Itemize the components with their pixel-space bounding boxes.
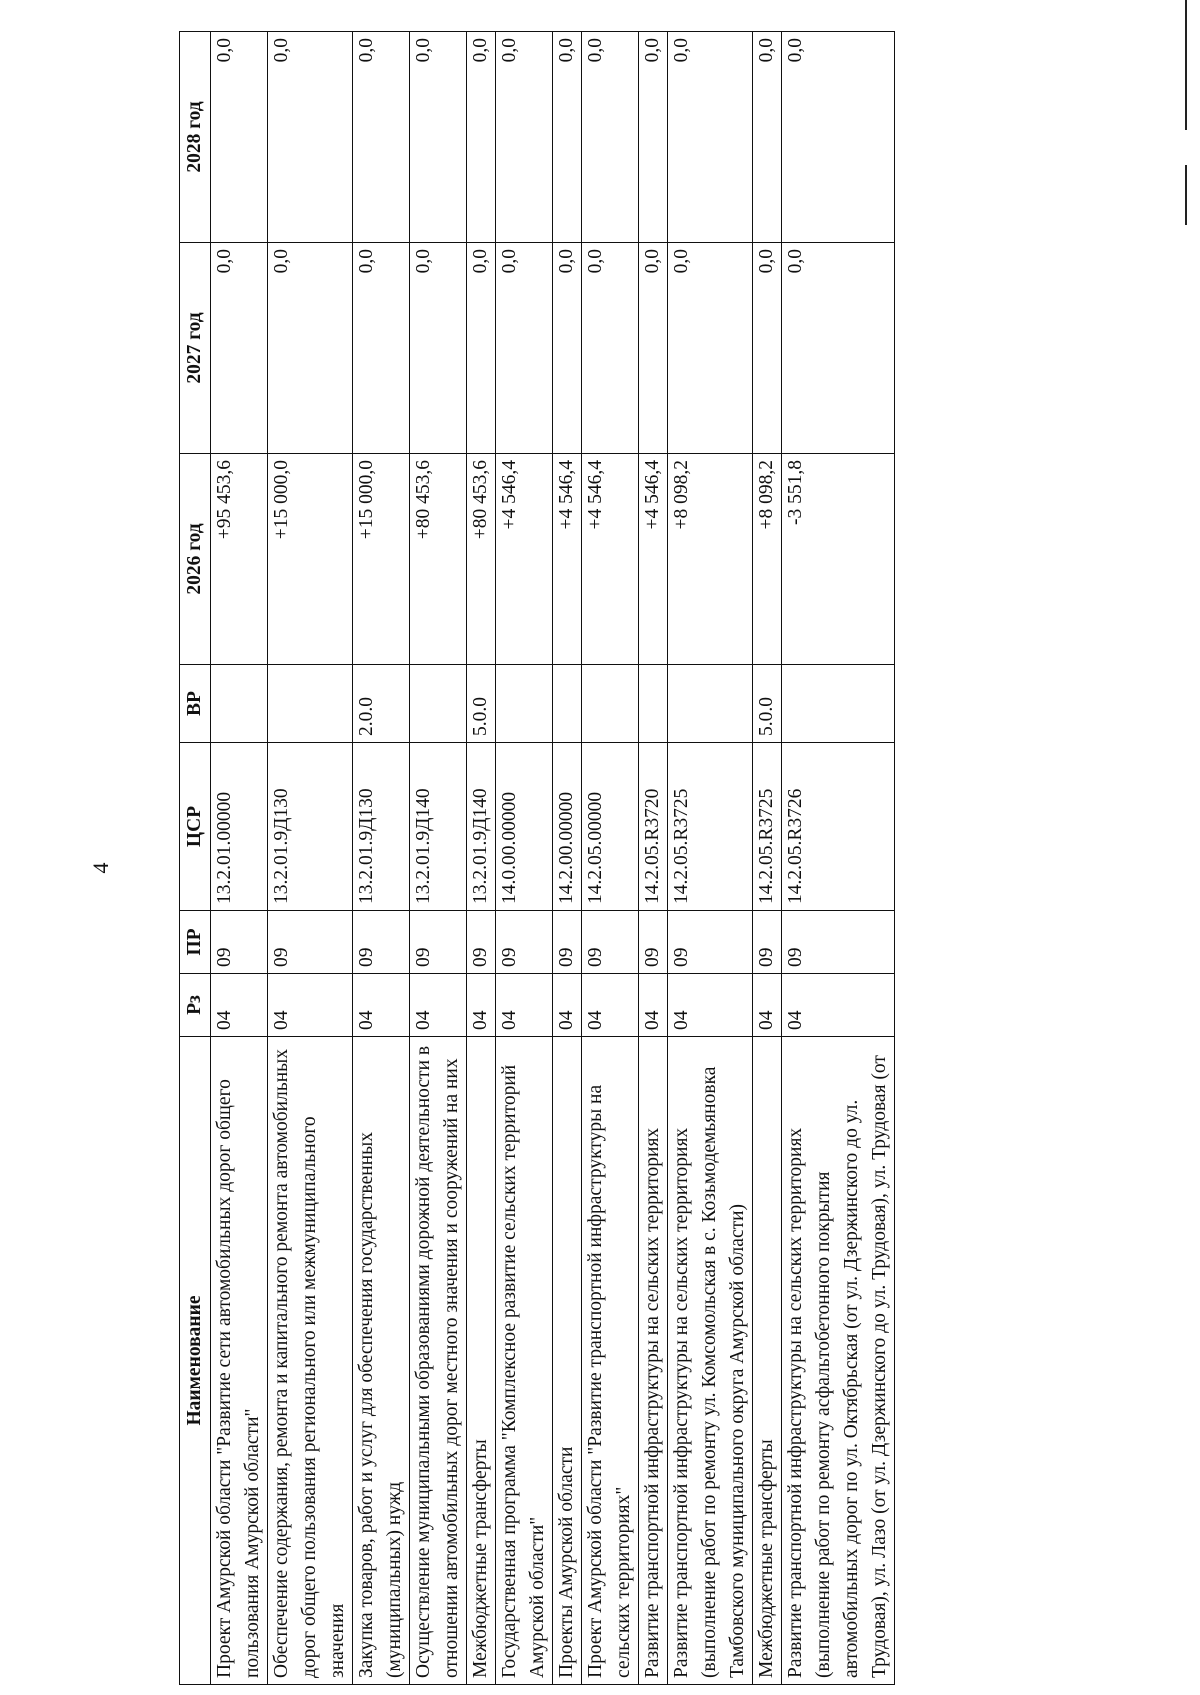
cell-2027: 0,0 — [268, 243, 353, 454]
cell-rz: 04 — [553, 974, 582, 1037]
cell-csr: 14.2.05.00000 — [582, 743, 639, 911]
cell-2027: 0,0 — [582, 243, 639, 454]
cell-2028: 0,0 — [496, 32, 553, 243]
cell-2028: 0,0 — [268, 32, 353, 243]
header-2026: 2026 год — [180, 454, 211, 665]
cell-2026: +4 546,4 — [553, 454, 582, 665]
table-row — [496, 32, 553, 1685]
cell-2027: 0,0 — [753, 243, 782, 454]
cell-pr: 09 — [268, 911, 353, 974]
cell-2027: 0,0 — [467, 243, 496, 454]
cell-2028: 0,0 — [582, 32, 639, 243]
table-row — [553, 32, 582, 1685]
cell-pr: 09 — [782, 911, 895, 974]
cell-name: Развитие транспортной инфраструктуры на сельских территориях (выполнение работ по ремонту асфальтобетонного покрытия автомобильных дорог по ул. Октябрьская (от ул. Дзержинского до ул. Трудовая), ул. Лазо (от ул. Дзержинского до ул. Трудовая), ул. Трудовая (от — [782, 1037, 895, 1685]
cell-name: Осуществление муниципальными образованиями дорожной деятельности в отношении автомобильных дорог местного значения и сооружений на них — [410, 1037, 467, 1685]
cell-csr: 13.2.01.9Д130 — [353, 743, 410, 911]
cell-pr: 09 — [496, 911, 553, 974]
cell-2028: 0,0 — [782, 32, 895, 243]
table-row — [211, 32, 268, 1685]
cell-vr — [268, 665, 353, 743]
cell-vr — [553, 665, 582, 743]
table-row — [639, 32, 668, 1685]
cell-vr — [410, 665, 467, 743]
cell-csr: 13.2.01.00000 — [211, 743, 268, 911]
cell-pr: 09 — [467, 911, 496, 974]
cell-vr — [668, 665, 753, 743]
table-row — [782, 32, 895, 1685]
scan-edge-line — [1185, 165, 1187, 225]
cell-vr — [639, 665, 668, 743]
cell-pr: 09 — [582, 911, 639, 974]
table-row — [753, 32, 782, 1685]
cell-2028: 0,0 — [353, 32, 410, 243]
cell-csr: 14.0.00.00000 — [496, 743, 553, 911]
budget-table — [179, 31, 895, 1685]
cell-rz: 04 — [496, 974, 553, 1037]
cell-rz: 04 — [410, 974, 467, 1037]
cell-rz: 04 — [467, 974, 496, 1037]
cell-csr: 13.2.01.9Д130 — [268, 743, 353, 911]
scan-edge-line — [1185, 0, 1187, 130]
cell-2027: 0,0 — [668, 243, 753, 454]
cell-2026: +80 453,6 — [410, 454, 467, 665]
cell-rz: 04 — [668, 974, 753, 1037]
cell-csr: 14.2.05.R3720 — [639, 743, 668, 911]
cell-2026: +15 000,0 — [268, 454, 353, 665]
table-row — [668, 32, 753, 1685]
cell-name: Межбюджетные трансферты — [467, 1037, 496, 1685]
cell-csr: 14.2.00.00000 — [553, 743, 582, 911]
cell-vr — [211, 665, 268, 743]
cell-2026: +4 546,4 — [639, 454, 668, 665]
cell-2026: +80 453,6 — [467, 454, 496, 665]
cell-2027: 0,0 — [211, 243, 268, 454]
header-2027: 2027 год — [180, 243, 211, 454]
cell-pr: 09 — [639, 911, 668, 974]
cell-2026: +4 546,4 — [582, 454, 639, 665]
cell-2027: 0,0 — [553, 243, 582, 454]
cell-rz: 04 — [582, 974, 639, 1037]
cell-vr — [782, 665, 895, 743]
cell-vr: 5.0.0 — [467, 665, 496, 743]
cell-name: Закупка товаров, работ и услуг для обеспечения государственных (муниципальных) нужд — [353, 1037, 410, 1685]
header-pr: ПР — [180, 911, 211, 974]
cell-2026: -3 551,8 — [782, 454, 895, 665]
cell-pr: 09 — [410, 911, 467, 974]
cell-2026: +15 000,0 — [353, 454, 410, 665]
table-row — [410, 32, 467, 1685]
cell-pr: 09 — [553, 911, 582, 974]
cell-vr: 5.0.0 — [753, 665, 782, 743]
page-number: 4 — [88, 862, 113, 874]
cell-name: Развитие транспортной инфраструктуры на сельских территориях — [639, 1037, 668, 1685]
cell-name: Развитие транспортной инфраструктуры на сельских территориях (выполнение работ по ремонту ул. Комсомольская в с. Козьмодемьяновка Тамбовского муниципального округа Амурской области) — [668, 1037, 753, 1685]
cell-2026: +4 546,4 — [496, 454, 553, 665]
table-row — [467, 32, 496, 1685]
cell-pr: 09 — [753, 911, 782, 974]
cell-2028: 0,0 — [639, 32, 668, 243]
cell-2028: 0,0 — [553, 32, 582, 243]
cell-2026: +95 453,6 — [211, 454, 268, 665]
cell-2028: 0,0 — [668, 32, 753, 243]
cell-pr: 09 — [211, 911, 268, 974]
table-row — [268, 32, 353, 1685]
cell-csr: 13.2.01.9Д140 — [467, 743, 496, 911]
cell-2027: 0,0 — [496, 243, 553, 454]
cell-pr: 09 — [668, 911, 753, 974]
header-csr: ЦСР — [180, 743, 211, 911]
header-name: Наименование — [180, 1037, 211, 1685]
cell-name: Проект Амурской области "Развитие сети автомобильных дорог общего пользования Амурской области" — [211, 1037, 268, 1685]
cell-name: Проект Амурской области "Развитие транспортной инфраструктуры на сельских территориях" — [582, 1037, 639, 1685]
cell-pr: 09 — [353, 911, 410, 974]
cell-name: Межбюджетные трансферты — [753, 1037, 782, 1685]
table-header-row — [180, 32, 211, 1685]
cell-2026: +8 098,2 — [753, 454, 782, 665]
cell-2028: 0,0 — [410, 32, 467, 243]
cell-2027: 0,0 — [410, 243, 467, 454]
header-vr: ВР — [180, 665, 211, 743]
cell-vr — [496, 665, 553, 743]
header-rz: Рз — [180, 974, 211, 1037]
cell-2027: 0,0 — [353, 243, 410, 454]
cell-rz: 04 — [782, 974, 895, 1037]
cell-name: Проекты Амурской области — [553, 1037, 582, 1685]
cell-2028: 0,0 — [211, 32, 268, 243]
cell-rz: 04 — [639, 974, 668, 1037]
cell-2027: 0,0 — [782, 243, 895, 454]
table-row — [353, 32, 410, 1685]
cell-csr: 13.2.01.9Д140 — [410, 743, 467, 911]
cell-2027: 0,0 — [639, 243, 668, 454]
header-2028: 2028 год — [180, 32, 211, 243]
table-row — [582, 32, 639, 1685]
cell-2028: 0,0 — [753, 32, 782, 243]
cell-csr: 14.2.05.R3725 — [753, 743, 782, 911]
cell-vr — [582, 665, 639, 743]
rotated-table-wrapper — [179, 31, 895, 1685]
cell-rz: 04 — [211, 974, 268, 1037]
cell-2026: +8 098,2 — [668, 454, 753, 665]
cell-rz: 04 — [268, 974, 353, 1037]
cell-csr: 14.2.05.R3725 — [668, 743, 753, 911]
cell-rz: 04 — [353, 974, 410, 1037]
cell-name: Государственная программа "Комплексное развитие сельских территорий Амурской области" — [496, 1037, 553, 1685]
cell-vr: 2.0.0 — [353, 665, 410, 743]
cell-2028: 0,0 — [467, 32, 496, 243]
cell-name: Обеспечение содержания, ремонта и капитального ремонта автомобильных дорог общего пользования регионального или межмуниципального значения — [268, 1037, 353, 1685]
cell-rz: 04 — [753, 974, 782, 1037]
cell-csr: 14.2.05.R3726 — [782, 743, 895, 911]
